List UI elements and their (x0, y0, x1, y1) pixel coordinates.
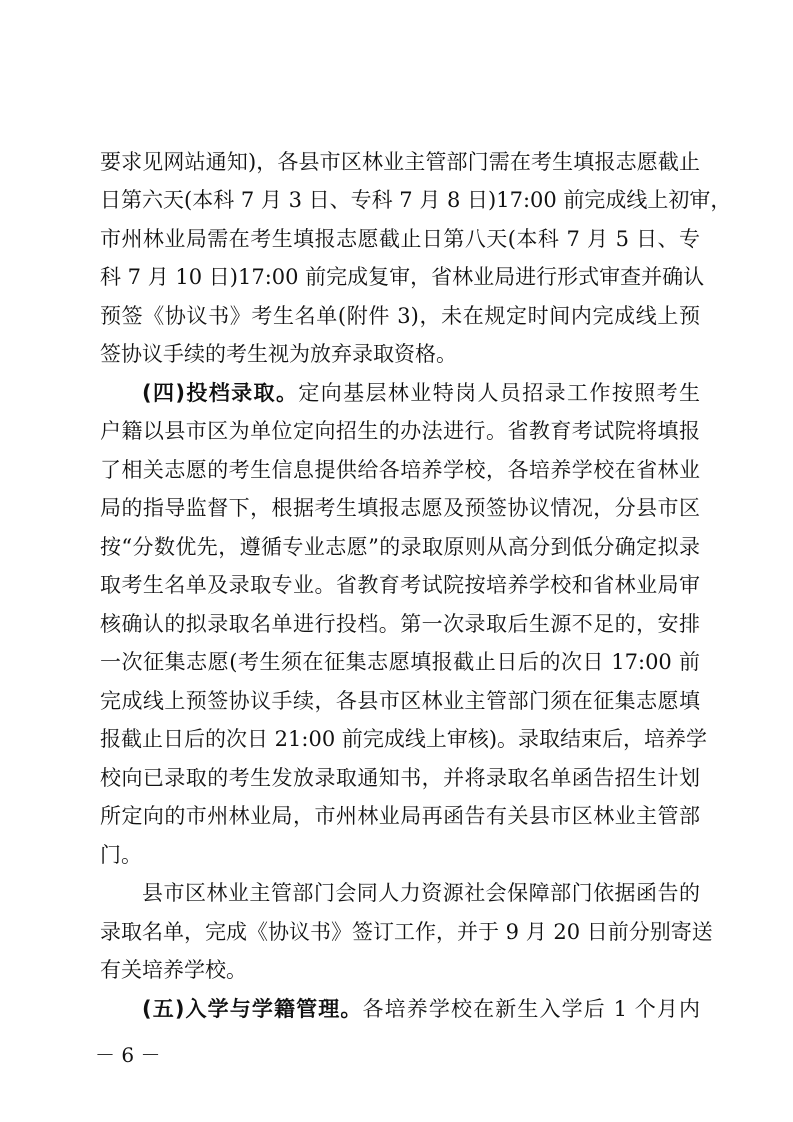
section-heading: (五)入学与学籍管理。 (142, 997, 363, 1021)
text-line: 市州林业局需在考生填报志愿截止日第八天(本科 7 月 5 日、专 (100, 227, 700, 251)
text-line: 科 7 月 10 日)17:00 前完成复审，省林业局进行形式审查并确认 (100, 265, 705, 289)
text-line: 完成线上预签协议手续，各县市区林业主管部门须在征集志愿填 (100, 689, 700, 713)
text-line: 所定向的市州林业局，市州林业局再函告有关县市区林业主管部 (100, 804, 700, 828)
section-text: 各培养学校在新生入学后 1 个月内 (362, 997, 700, 1021)
text-line: 按“分数优先，遵循专业志愿”的录取原则从高分到低分确定拟录 (100, 535, 700, 559)
text-line: 核确认的拟录取名单进行投档。第一次录取后生源不足的，安排 (100, 612, 700, 636)
text-line: 报截止日后的次日 21:00 前完成线上审核)。录取结束后，培养学 (100, 727, 708, 751)
text-line: 日第六天(本科 7 月 3 日、专科 7 月 8 日)17:00 前完成线上初审， (100, 188, 732, 212)
text-line: 签协议手续的考生视为放弃录取资格。 (100, 342, 457, 366)
section-5-first-line (142, 995, 700, 1023)
text-line: 校向已录取的考生发放录取通知书，并将录取名单函告招生计划 (100, 766, 700, 790)
page-number: － 6 － (95, 1043, 161, 1067)
section-4-first-line (142, 379, 700, 407)
text-line: 门。 (100, 843, 142, 867)
text-line: 户籍以县市区为单位定向招生的办法进行。省教育考试院将填报 (100, 419, 700, 443)
text-line: 了相关志愿的考生信息提供给各培养学校，各培养学校在省林业 (100, 458, 700, 482)
text-line: 有关培养学校。 (100, 958, 247, 982)
text-line: 取考生名单及录取专业。省教育考试院按培养学校和省林业局审 (100, 573, 700, 597)
text-line: 要求见网站通知)，各县市区林业主管部门需在考生填报志愿截止 (100, 150, 700, 174)
text-line: 录取名单，完成《协议书》签订工作，并于 9 月 20 日前分别寄送 (100, 920, 713, 944)
text-line: 县市区林业主管部门会同人力资源社会保障部门依据函告的 (142, 881, 700, 905)
text-line: 局的指导监督下，根据考生填报志愿及预签协议情况，分县市区 (100, 496, 700, 520)
section-heading: (四)投档录取。 (142, 381, 299, 405)
text-line: 预签《协议书》考生名单(附件 3)，未在规定时间内完成线上预 (100, 304, 700, 328)
section-text: 定向基层林业特岗人员招录工作按照考生 (298, 381, 701, 405)
text-line: 一次征集志愿(考生须在征集志愿填报截止日后的次日 17:00 前 (100, 650, 700, 674)
